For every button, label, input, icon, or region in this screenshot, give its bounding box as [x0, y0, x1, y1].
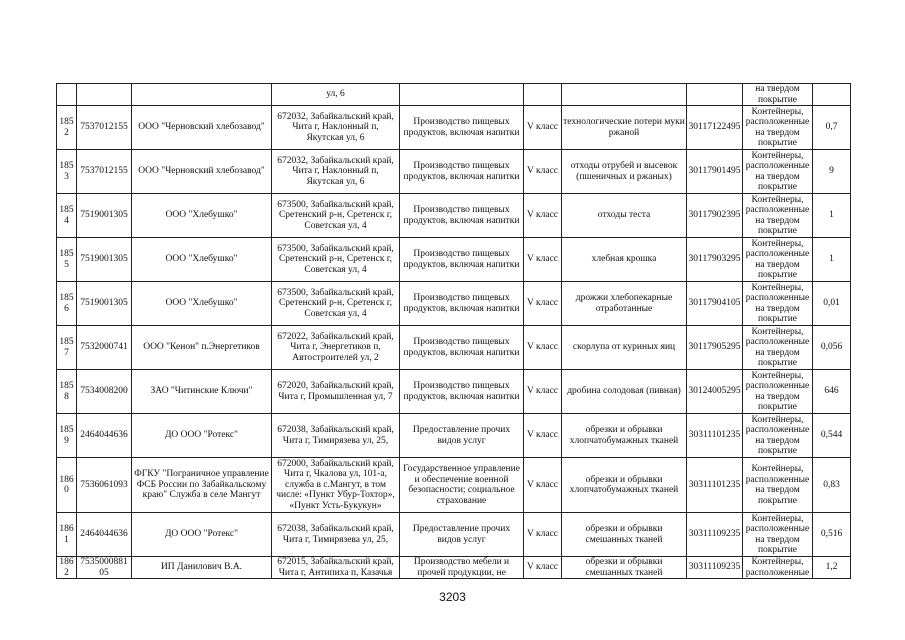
cell-amount: 0,056	[813, 326, 851, 370]
cell-amount: 0,544	[813, 414, 851, 458]
cell-inn: 7537012155	[77, 150, 132, 194]
cell-num: 1861	[57, 513, 77, 557]
cell-activity: Производство пищевых продуктов, включая напитки	[400, 106, 524, 150]
cell-waste: обрезки и обрывки смешанных тканей	[562, 513, 687, 557]
cell-num	[57, 84, 77, 106]
cell-num: 1852	[57, 106, 77, 150]
cell-hazard: V класс	[524, 513, 562, 557]
cell-org: ООО "Черновский хлебозавод"	[132, 150, 272, 194]
cell-activity: Производство пищевых продуктов, включая напитки	[400, 238, 524, 282]
cell-amount: 1	[813, 238, 851, 282]
table-row	[57, 150, 851, 194]
cell-waste: технологические потери муки ржаной	[562, 106, 687, 150]
cell-code: 30117901495	[687, 150, 743, 194]
cell-code: 30311109235	[687, 513, 743, 557]
cell-storage: Контейнеры, расположенные на твердом покрытие	[743, 414, 813, 458]
cell-org: ЗАО "Читинские Ключи"	[132, 370, 272, 414]
cell-hazard: V класс	[524, 282, 562, 326]
table-body	[57, 84, 851, 579]
table-row-continued	[57, 84, 851, 106]
cell-address: ул, 6	[272, 84, 400, 106]
cell-num: 1858	[57, 370, 77, 414]
cell-num: 1853	[57, 150, 77, 194]
cell-num: 1857	[57, 326, 77, 370]
cell-amount: 0,01	[813, 282, 851, 326]
cell-org: ООО "Хлебушко"	[132, 194, 272, 238]
cell-inn: 2464044636	[77, 513, 132, 557]
cell-address: 672022, Забайкальский край, Чита г, Энергетиков п, Автостроителей ул, 2	[272, 326, 400, 370]
cell-hazard: V класс	[524, 370, 562, 414]
cell-inn: 7536061093	[77, 458, 132, 513]
cell-waste: отходы отрубей и высевок (пшеничных и ржаных)	[562, 150, 687, 194]
cell-activity: Производство пищевых продуктов, включая напитки	[400, 194, 524, 238]
cell-amount: 9	[813, 150, 851, 194]
cell-hazard: V класс	[524, 458, 562, 513]
cell-hazard: V класс	[524, 150, 562, 194]
cell-inn: 7519001305	[77, 238, 132, 282]
cell-code: 30311101235	[687, 458, 743, 513]
cell-num: 1854	[57, 194, 77, 238]
cell-storage: Контейнеры, расположенные на твердом покрытие	[743, 238, 813, 282]
cell-amount: 0,516	[813, 513, 851, 557]
cell-amount: 1	[813, 194, 851, 238]
cell-activity: Производство пищевых продуктов, включая напитки	[400, 150, 524, 194]
cell-waste: обрезки и обрывки хлопчатобумажных тканей	[562, 414, 687, 458]
cell-address: 673500, Забайкальский край, Сретенский р-н, Сретенск г, Советская ул, 4	[272, 282, 400, 326]
cell-activity: Производство мебели и прочей продукции, не	[400, 557, 524, 579]
cell-amount: 646	[813, 370, 851, 414]
cell-amount: 1,2	[813, 557, 851, 579]
cell-storage: на твердом покрытие	[743, 84, 813, 106]
table-row	[57, 370, 851, 414]
cell-num: 1859	[57, 414, 77, 458]
table-row	[57, 513, 851, 557]
cell-org: ДО ООО "Ротекс"	[132, 513, 272, 557]
cell-storage: Контейнеры, расположенные на твердом покрытие	[743, 513, 813, 557]
cell-address: 672038, Забайкальский край, Чита г, Тимирязева ул, 25,	[272, 414, 400, 458]
cell-activity: Производство пищевых продуктов, включая напитки	[400, 282, 524, 326]
cell-org: ФГКУ "Пограничное управление ФСБ России по Забайкальскому краю" Служба в селе Мангут	[132, 458, 272, 513]
cell-waste: скорлупа от куриных яиц	[562, 326, 687, 370]
cell-inn: 2464044636	[77, 414, 132, 458]
cell-org: ДО ООО "Ротекс"	[132, 414, 272, 458]
table-row	[57, 282, 851, 326]
cell-hazard: V класс	[524, 238, 562, 282]
cell-waste: дробина солодовая (пивная)	[562, 370, 687, 414]
cell-activity: Производство пищевых продуктов, включая напитки	[400, 326, 524, 370]
cell-hazard: V класс	[524, 106, 562, 150]
cell-inn: 7532000741	[77, 326, 132, 370]
cell-storage: Контейнеры, расположенные на твердом покрытие	[743, 150, 813, 194]
cell-num: 1862	[57, 557, 77, 579]
cell-inn: 7534008200	[77, 370, 132, 414]
cell-waste: обрезки и обрывки смешанных тканей	[562, 557, 687, 579]
cell-storage: Контейнеры, расположенные на твердом покрытие	[743, 326, 813, 370]
cell-storage: Контейнеры, расположенные на твердом покрытие	[743, 282, 813, 326]
cell-waste: отходы теста	[562, 194, 687, 238]
cell-address: 672032, Забайкальский край, Чита г, Наклонный п, Якутская ул, 6	[272, 150, 400, 194]
cell-code: 30311101235	[687, 414, 743, 458]
cell-num: 1855	[57, 238, 77, 282]
cell-address: 672020, Забайкальский край, Чита г, Промышленная ул, 7	[272, 370, 400, 414]
cell-waste: обрезки и обрывки хлопчатобумажных тканей	[562, 458, 687, 513]
cell-activity: Предоставление прочих видов услуг	[400, 414, 524, 458]
cell-inn	[77, 84, 132, 106]
cell-hazard: V класс	[524, 414, 562, 458]
cell-org: ООО "Черновский хлебозавод"	[132, 106, 272, 150]
table-row	[57, 557, 851, 579]
cell-code: 30117905295	[687, 326, 743, 370]
cell-hazard: V класс	[524, 194, 562, 238]
cell-storage: Контейнеры, расположенные на твердом покрытие	[743, 370, 813, 414]
cell-code: 30311109235	[687, 557, 743, 579]
cell-hazard: V класс	[524, 326, 562, 370]
cell-activity: Государственное управление и обеспечение военной безопасности; социальное страхование	[400, 458, 524, 513]
cell-inn: 753500088105	[77, 557, 132, 579]
cell-activity: Производство пищевых продуктов, включая напитки	[400, 370, 524, 414]
waste-registry-table	[56, 83, 851, 579]
cell-storage: Контейнеры, расположенные	[743, 557, 813, 579]
cell-inn: 7519001305	[77, 194, 132, 238]
cell-activity	[400, 84, 524, 106]
cell-code: 30117122495	[687, 106, 743, 150]
table-row	[57, 238, 851, 282]
cell-address: 673500, Забайкальский край, Сретенский р-н, Сретенск г, Советская ул, 4	[272, 238, 400, 282]
cell-org	[132, 84, 272, 106]
table-row	[57, 106, 851, 150]
cell-code: 30117903295	[687, 238, 743, 282]
table-row	[57, 414, 851, 458]
cell-num: 1856	[57, 282, 77, 326]
cell-inn: 7519001305	[77, 282, 132, 326]
cell-storage: Контейнеры, расположенные на твердом покрытие	[743, 106, 813, 150]
cell-storage: Контейнеры, расположенные на твердом покрытие	[743, 458, 813, 513]
cell-code	[687, 84, 743, 106]
cell-num: 1860	[57, 458, 77, 513]
cell-code: 30117902395	[687, 194, 743, 238]
cell-address: 672015, Забайкальский край, Чита г, Антипиха п, Казачья	[272, 557, 400, 579]
cell-hazard	[524, 84, 562, 106]
cell-address: 673500, Забайкальский край, Сретенский р-н, Сретенск г, Советская ул, 4	[272, 194, 400, 238]
cell-amount: 0,83	[813, 458, 851, 513]
cell-activity: Предоставление прочих видов услуг	[400, 513, 524, 557]
cell-address: 672000, Забайкальский край, Чита г, Чкалова ул, 101-а, служба в с.Мангут, в том числе: «Пункт Убур-Тохтор», «Пункт Усть-Букукун»	[272, 458, 400, 513]
cell-org: ООО "Хлебушко"	[132, 238, 272, 282]
cell-waste: хлебная крошка	[562, 238, 687, 282]
table-row	[57, 326, 851, 370]
cell-org: ИП Данилович В.А.	[132, 557, 272, 579]
cell-storage: Контейнеры, расположенные на твердом покрытие	[743, 194, 813, 238]
cell-amount	[813, 84, 851, 106]
cell-waste	[562, 84, 687, 106]
cell-hazard: V класс	[524, 557, 562, 579]
cell-inn: 7537012155	[77, 106, 132, 150]
cell-org: ООО "Хлебушко"	[132, 282, 272, 326]
cell-org: ООО "Кенон" п.Энергетиков	[132, 326, 272, 370]
cell-code: 30117904105	[687, 282, 743, 326]
page-number: 3203	[439, 590, 466, 604]
cell-address: 672032, Забайкальский край, Чита г, Наклонный п, Якутская ул, 6	[272, 106, 400, 150]
table-row	[57, 194, 851, 238]
table-row	[57, 458, 851, 513]
cell-code: 30124005295	[687, 370, 743, 414]
cell-amount: 0,7	[813, 106, 851, 150]
cell-address: 672038, Забайкальский край, Чита г, Тимирязева ул, 25,	[272, 513, 400, 557]
cell-waste: дрожжи хлебопекарные отработанные	[562, 282, 687, 326]
